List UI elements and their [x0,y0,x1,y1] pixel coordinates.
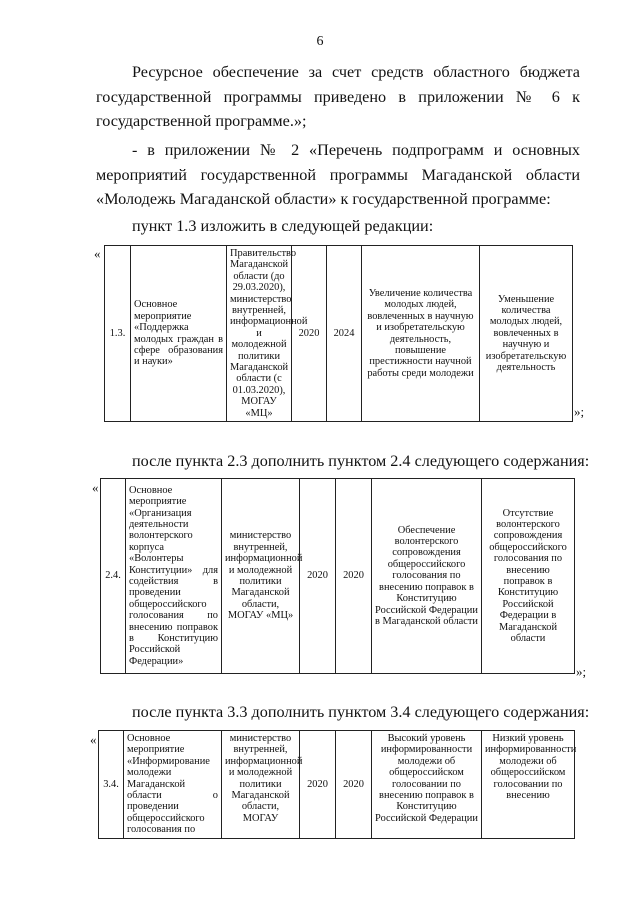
item-number: 3.4. [99,731,124,839]
close-quote-1: »; [574,404,585,419]
consequence: Отсутствие волонтерского сопровождения общероссийского голосования по внесению поправок в Конституцию Российской Федерации в Магаданской области [482,479,575,674]
end-year: 2024 [327,246,362,422]
expected-result: Увеличение количества молодых людей, вовлеченных в научную и изобретательскую деятельность, повышение престижности научной работы среди молодежи [362,246,480,422]
page-number: 6 [316,34,324,49]
table-item-3-4 [98,730,575,839]
start-year: 2020 [300,479,336,674]
start-year: 2020 [292,246,327,422]
executor: министерство внутренней, информационной и молодежной политики Магаданской области, МОГАУ «МЦ» [222,479,300,674]
expected-result: Высокий уровень информированности молодежи об общероссийском голосовании по внесению поправок в Конституцию Российской Федерации [372,731,482,839]
paragraph-item-1-3: пункт 1.3 изложить в следующей редакции: [132,217,434,235]
executor: Правительство Магаданской области (до 29.03.2020), министерство внутренней, информационной и молодежной политики Магаданской области (с 01.03.2020), МОГАУ «МЦ» [227,246,292,422]
paragraph-appendix-2: - в приложении № 2 «Перечень подпрограмм и основных мероприятий государственной программы Магаданской области «Молодежь Магаданской области» к государственной программе: [96,141,580,208]
table-row [105,246,573,422]
open-quote-1: « [94,246,101,261]
consequence: Уменьшение количества молодых людей, вовлеченных в научную и изобретательскую деятельность [480,246,573,422]
open-quote-2: « [92,480,99,495]
end-year: 2020 [336,479,372,674]
item-number: 1.3. [105,246,131,422]
item-number: 2.4. [101,479,126,674]
table-row [99,731,575,839]
table-item-1-3 [104,245,573,422]
executor: министерство внутренней, информационной и молодежной политики Магаданской области, МОГАУ [222,731,300,839]
paragraph-resource-support: Ресурсное обеспечение за счет средств областного бюджета государственной программы приведено в приложении № 6 к государственной программе.»; [96,63,580,130]
activity-name: Основное мероприятие «Организация деятельности волонтерского корпуса «Волонтеры Конституции» для содействия в проведении общероссийского голосования по внесению поправок в Конституцию Российской Федерации» [126,479,222,674]
activity-name: Основное мероприятие «Поддержка молодых граждан в сфере образования и науки» [131,246,227,422]
paragraph-item-3-4: после пункта 3.3 дополнить пунктом 3.4 следующего содержания: [132,703,590,721]
start-year: 2020 [300,731,336,839]
paragraph-item-2-4: после пункта 2.3 дополнить пунктом 2.4 следующего содержания: [132,452,590,470]
end-year: 2020 [336,731,372,839]
expected-result: Обеспечение волонтерского сопровождения общероссийского голосования по внесению поправок в Конституцию Российской Федерации в Магаданской области [372,479,482,674]
consequence: Низкий уровень информированности молодежи об общероссийском голосовании по внесению [482,731,575,839]
activity-name: Основное мероприятие «Информирование молодежи Магаданской области о проведении общероссийского голосования по [124,731,222,839]
table-row [101,479,575,674]
table-item-2-4 [100,478,575,674]
close-quote-2: »; [576,664,587,679]
open-quote-3: « [90,732,97,747]
